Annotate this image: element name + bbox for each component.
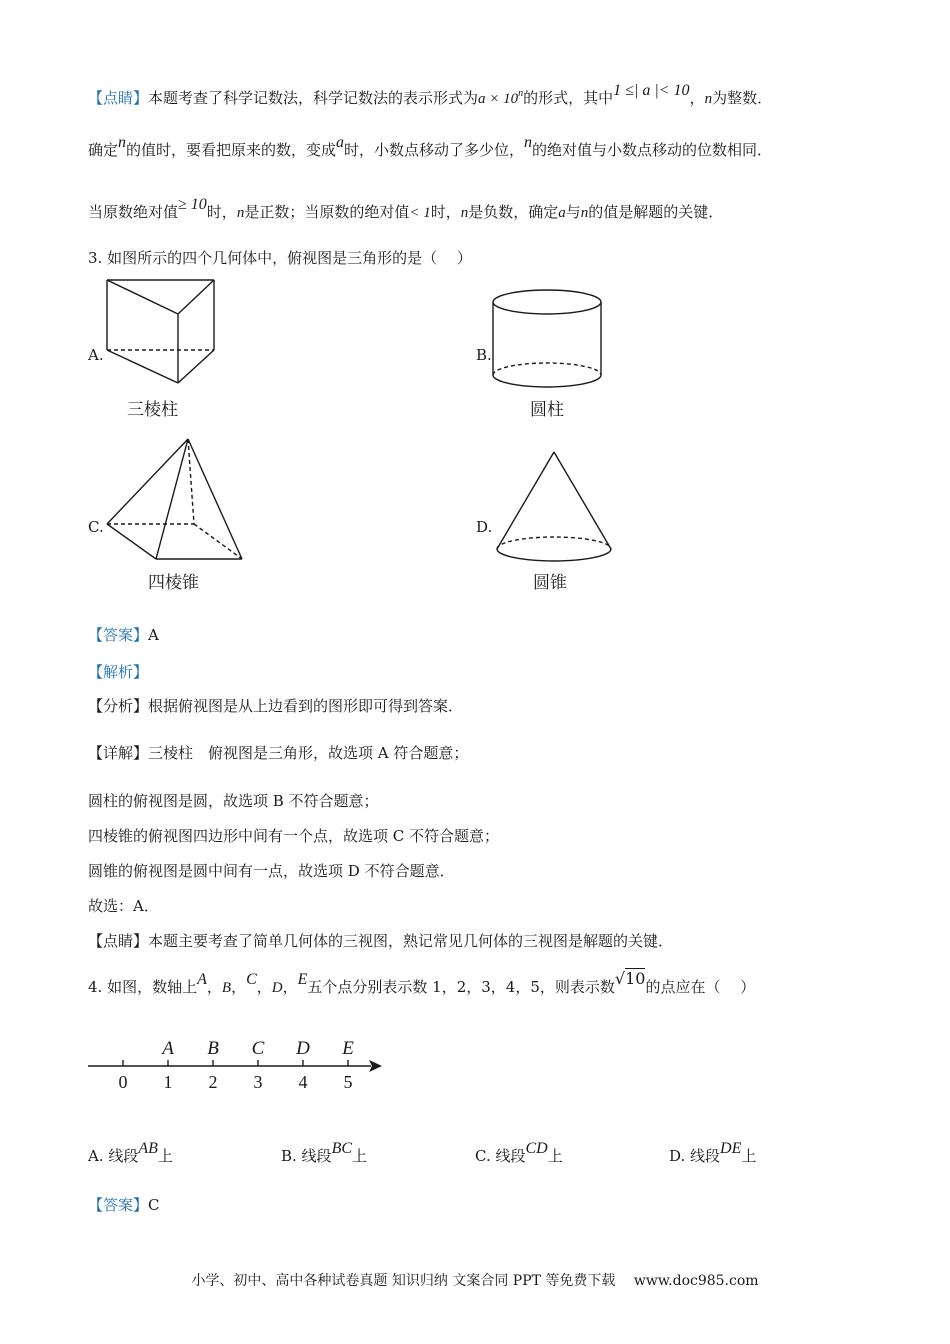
text: ， (689, 89, 705, 107)
text: 时，小数点移动了多少位， (344, 141, 525, 159)
option-a-label: A. (88, 346, 104, 364)
point-d: D (271, 980, 283, 996)
axis-tick-label: 1 (163, 1072, 173, 1092)
dianjing-paragraph-1 (88, 82, 773, 111)
axis-tick-label: 0 (118, 1072, 128, 1092)
text: 为整数． (712, 89, 773, 107)
formula: n (118, 134, 127, 151)
tag-dianjing: 【点睛】 (88, 89, 149, 107)
caption-cylinder: 圆柱 (530, 400, 564, 420)
q3-line-2: 四棱锥的俯视图四边形中间有一个点，故选项 C 不符合题意； (88, 827, 500, 845)
xiangjie-text: 三棱柱 俯视图是三角形，故选项 A 符合题意； (148, 744, 469, 762)
segment-name: DE (720, 1140, 742, 1157)
separator: ， (231, 978, 247, 996)
axis-tick-label: 3 (253, 1072, 263, 1092)
point-a: A (197, 971, 207, 988)
point-e: E (297, 971, 308, 988)
q3-xiangjie (88, 743, 468, 763)
option-label: A. 线段 (88, 1147, 139, 1165)
formula: n (460, 205, 469, 221)
caption-square-pyramid: 四棱锥 (148, 573, 199, 593)
formula: a (558, 205, 566, 221)
segment-name: CD (525, 1140, 548, 1157)
segment-name: BC (331, 1140, 353, 1157)
formula: n (236, 205, 245, 221)
q3-line-1: 圆柱的俯视图是圆，故选项 B 不符合题意； (88, 792, 379, 810)
question-4-stem (88, 969, 756, 998)
square-pyramid-figure (100, 432, 250, 567)
text: 是正数；当原数的绝对值 (244, 203, 410, 221)
question-3-stem: 3. 如图所示的四个几何体中，俯视图是三角形的是（ ） (88, 249, 472, 267)
cylinder-figure (490, 285, 610, 395)
text: 的形式，其中 (523, 89, 614, 107)
separator: ， (256, 978, 272, 996)
option-d-label: D. (476, 518, 493, 536)
text: 当原数绝对值 (88, 203, 179, 221)
text: 的绝对值与小数点移动的位数相同． (532, 141, 773, 159)
text: 本题考查了科学记数法，科学记数法的表示形式为 (148, 89, 479, 107)
formula-exponent: n (518, 88, 524, 99)
q3-dianjing (88, 931, 673, 951)
option-b-label: B. (476, 346, 492, 364)
answer-value: C (148, 1196, 160, 1214)
formula: ≥ 10 (178, 196, 207, 213)
q4-answer (88, 1195, 160, 1215)
option-tail: 上 (157, 1147, 173, 1165)
dianjing-paragraph-2 (88, 134, 773, 161)
q4-option-a (88, 1140, 173, 1167)
axis-point-label: D (296, 1038, 310, 1059)
tag-fenxi: 【分析】 (88, 697, 149, 715)
dianjing-paragraph-3 (88, 196, 724, 223)
point-b: B (221, 980, 232, 996)
radicand: 10 (625, 969, 646, 988)
option-label: B. 线段 (281, 1147, 332, 1165)
option-label: C. 线段 (475, 1147, 526, 1165)
page-footer: 小学、初中、高中各种试卷真题 知识归纳 文案合同 PPT 等免费下载 www.doc985.com (191, 1273, 759, 1289)
text: 的值时，要看把原来的数，变成 (126, 141, 337, 159)
formula: a × 10 (478, 91, 519, 107)
separator: ， (282, 978, 298, 996)
formula: n (704, 91, 713, 107)
q4-option-c (475, 1140, 563, 1167)
fenxi-text: 根据俯视图是从上边看到的图形即可得到答案． (148, 697, 464, 715)
option-tail: 上 (741, 1147, 757, 1165)
text: 时， (430, 203, 461, 221)
tag-analysis: 【解析】 (88, 663, 149, 681)
sqrt-formula (615, 969, 646, 988)
option-label: D. 线段 (669, 1147, 721, 1165)
option-tail: 上 (352, 1147, 368, 1165)
option-c-label: C. (88, 518, 104, 536)
point-c: C (246, 971, 257, 988)
option-tail: 上 (547, 1147, 563, 1165)
formula: n (580, 205, 589, 221)
dianjing-text: 本题主要考查了简单几何体的三视图，熟记常见几何体的三视图是解题的关键． (148, 932, 674, 950)
text: 是负数，确定 (468, 203, 559, 221)
radical-sign-icon: √ (614, 969, 626, 988)
q3-line-4: 故选：A． (88, 897, 159, 915)
formula: < 1 (409, 205, 431, 221)
caption-cone: 圆锥 (533, 573, 567, 593)
tag-answer: 【答案】 (88, 626, 149, 644)
axis-tick-label: 5 (343, 1072, 353, 1092)
formula: 1 ≤| a |< 10 (613, 82, 690, 99)
triangular-prism-figure (100, 275, 225, 390)
axis-point-label: A (162, 1038, 174, 1059)
axis-tick-label: 2 (208, 1072, 218, 1092)
text: 与 (565, 203, 581, 221)
segment-name: AB (138, 1140, 158, 1157)
stem-text: 的点应在（ ） (645, 978, 756, 996)
q3-line-3: 圆锥的俯视图是圆中间有一点，故选项 D 不符合题意． (88, 862, 455, 880)
tag-dianjing: 【点睛】 (88, 932, 149, 950)
number-line (86, 1024, 386, 1094)
caption-triangular-prism: 三棱柱 (127, 400, 178, 420)
q3-analysis (88, 662, 148, 682)
axis-tick-label: 4 (298, 1072, 308, 1092)
axis-point-label: B (207, 1038, 219, 1059)
axis-point-label: E (342, 1038, 354, 1059)
tag-xiangjie: 【详解】 (88, 744, 149, 762)
text: 的值是解题的关键． (588, 203, 724, 221)
q3-fenxi (88, 696, 463, 716)
q4-option-b (281, 1140, 368, 1167)
answer-value: A (148, 626, 159, 644)
cone-figure (490, 448, 620, 568)
q3-answer (88, 625, 159, 645)
text: 确定 (88, 141, 119, 159)
tag-answer: 【答案】 (88, 1196, 149, 1214)
formula: n (524, 134, 533, 151)
text: 时， (206, 203, 237, 221)
stem-text: 4. 如图，数轴上 (88, 978, 198, 996)
formula: a (336, 134, 345, 151)
q4-option-d (669, 1140, 757, 1167)
stem-text: 五个点分别表示数 1，2，3，4，5，则表示数 (307, 978, 615, 996)
axis-point-label: C (251, 1038, 265, 1059)
separator: ， (206, 978, 222, 996)
